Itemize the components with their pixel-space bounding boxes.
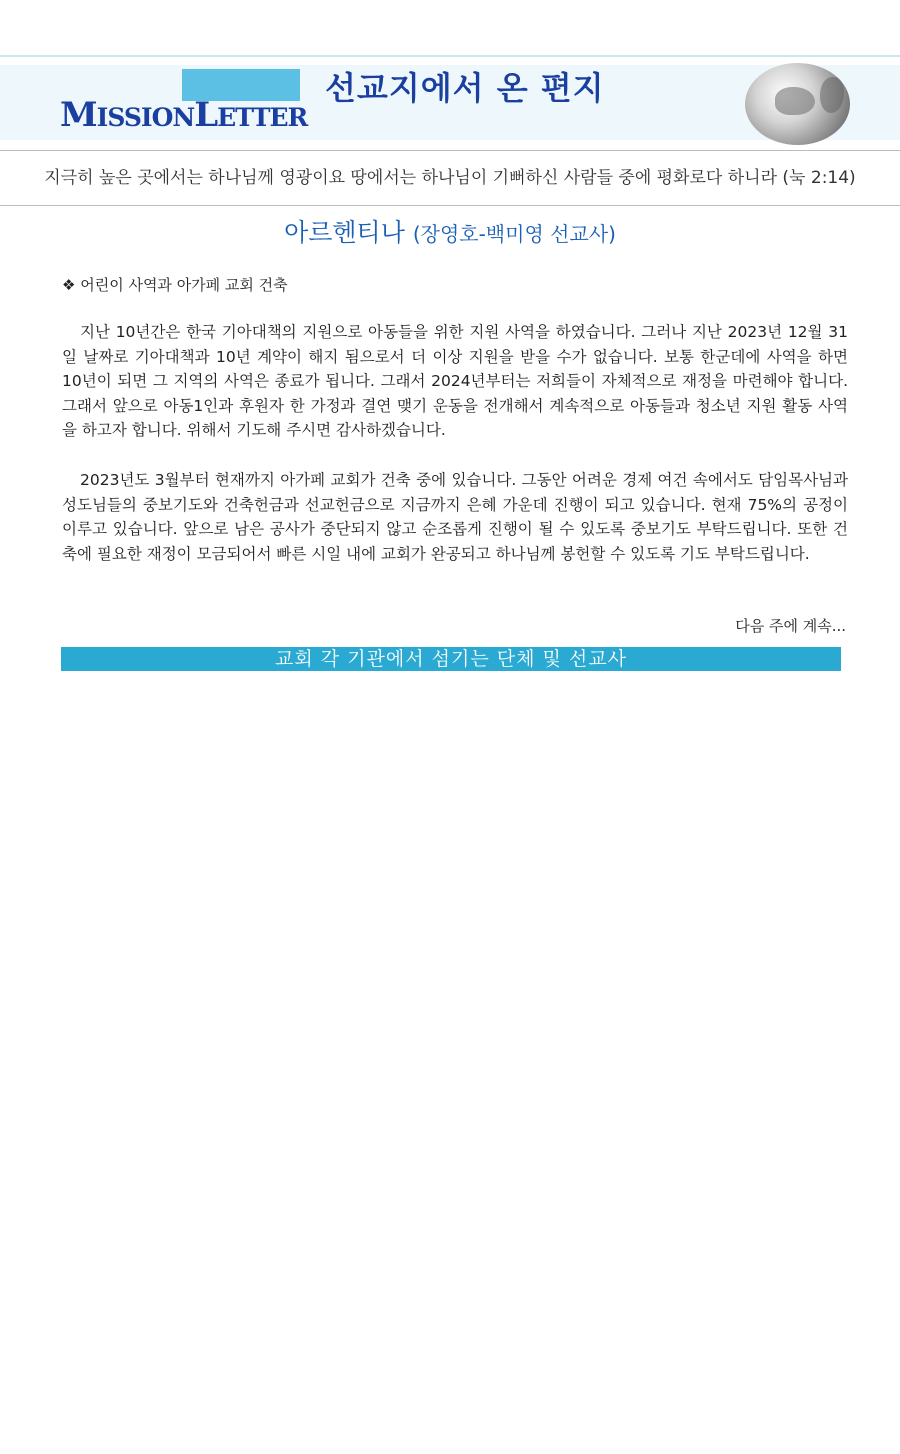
paragraph: 2023년도 3월부터 현재까지 아가페 교회가 건축 중에 있습니다. 그동안 어려운 경제 여건 속에서도 담임목사님과 성도님들의 중보기도와 건축헌금과 선교헌금으로 지금까지 은혜 가운데 진행이 되고 있습니다. 현재 75%의 공정이 이루고 있습니다. 앞으로 남은 공사가 중단되지 않고 순조롭게 진행이 될 수 있도록 중보기도 부탁드립니다. 또한 건축에 필요한 재정이 모금되어서 빠른 시일 내에 교회가 완공되고 하나님께 봉헌할 수 있도록 기도 부탁드립니다.: [62, 471, 848, 563]
page-title: 선교지에서 온 편지: [325, 69, 605, 107]
page-header: [0, 55, 900, 145]
mission-letter-logo: MISSIONLETTER: [60, 95, 308, 135]
country-name: 아르헨티나: [284, 218, 405, 247]
continued-note: 다음 주에 계속...: [735, 617, 846, 635]
missionary-names: (장영호-백미영 선교사): [412, 222, 616, 246]
table-title: 교회 각 기관에서 섬기는 단체 및 선교사: [61, 647, 841, 671]
country-heading: [0, 213, 900, 249]
section-heading: ❖ 어린이 사역과 아가페 교회 건축: [62, 276, 288, 294]
globe-land-shape: [775, 87, 815, 115]
bible-verse: 지극히 높은 곳에서는 하나님께 영광이요 땅에서는 하나님이 기뻐하신 사람들 중에 평화로다 하니라 (눅 2:14): [0, 150, 900, 206]
paragraph: 지난 10년간은 한국 기아대책의 지원으로 아동들을 위한 지원 사역을 하였습니다. 그러나 지난 2023년 12월 31일 날짜로 기아대책과 10년 계약이 해지 됨으로서 더 이상 지원을 받을 수가 없습니다. 보통 한군데에 사역을 하면 10년이 되면 그 지역의 사역은 종료가 됩니다. 그래서 2024년부터는 저희들이 자체적으로 재정을 마련해야 합니다. 그래서 앞으로 아동1인과 후원자 한 가정과 결연 맺기 운동을 전개해서 계속적으로 아동들과 청소년 지원 활동 사역을 하고자 합니다. 위해서 기도해 주시면 감사하겠습니다.: [62, 323, 848, 440]
support-table: [61, 647, 841, 671]
